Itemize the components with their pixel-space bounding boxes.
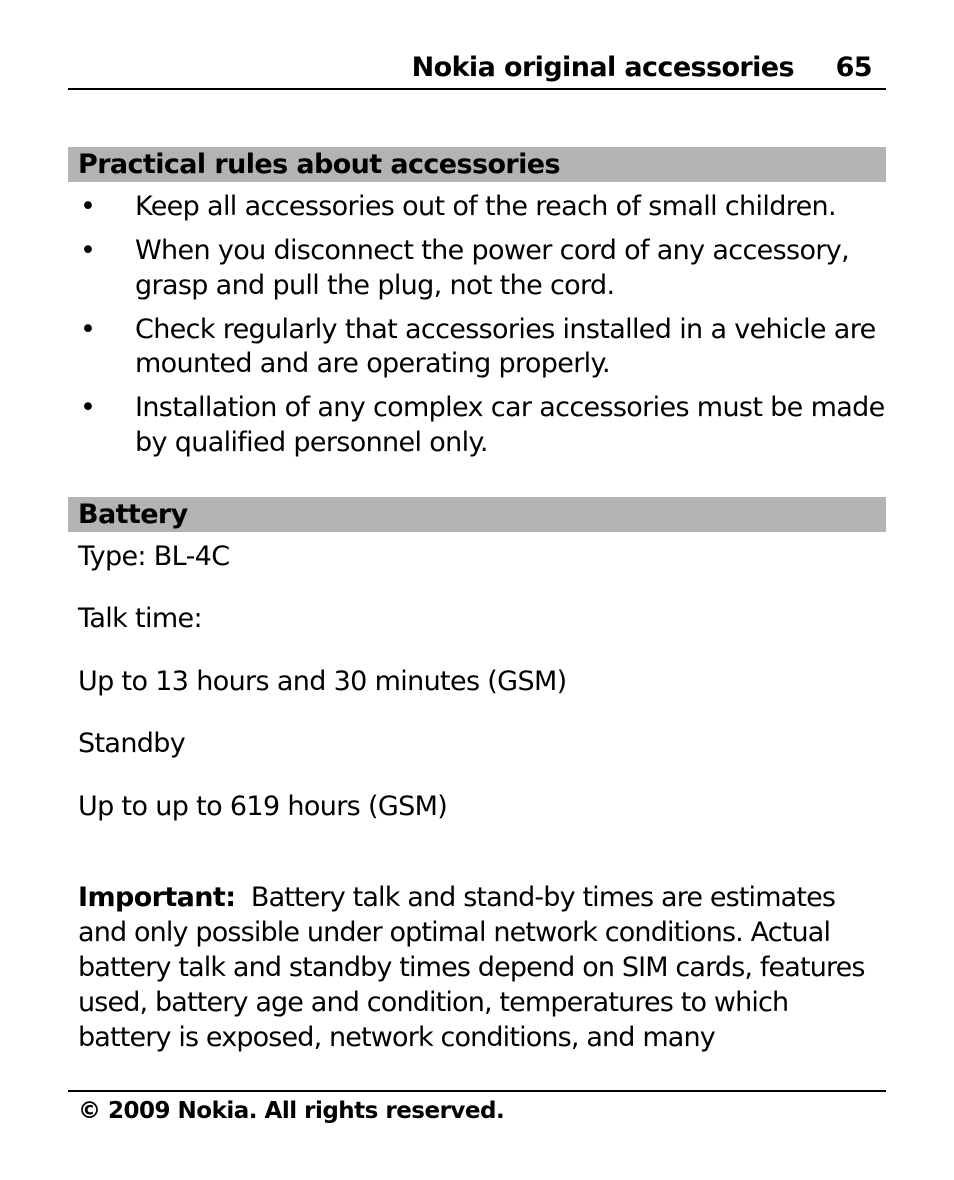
page-header [68, 52, 886, 90]
bullet-icon: • [80, 191, 96, 222]
list-item-text: When you disconnect the power cord of any accessory, grasp and pull the plug, not the cord. [135, 235, 850, 301]
important-label: Important: [78, 882, 236, 913]
bullet-icon: • [80, 313, 96, 345]
important-note [78, 880, 886, 1055]
list-item-text: Installation of any complex car accessories must be made by qualified personnel only. [135, 392, 885, 458]
standby-value: Up to up to 619 hours (GSM) [78, 791, 448, 822]
list-item [68, 234, 886, 303]
accessory-rules-list [68, 190, 886, 470]
list-item-text: Keep all accessories out of the reach of small children. [135, 191, 836, 222]
standby-label: Standby [78, 728, 186, 759]
section-heading-battery: Battery [68, 497, 886, 532]
list-item-text: Check regularly that accessories installed in a vehicle are mounted and are operating properly. [135, 313, 876, 379]
page-number: 65 [835, 52, 872, 83]
talk-time-label: Talk time: [78, 603, 202, 634]
page-footer [68, 1090, 886, 1124]
list-item [68, 391, 886, 460]
battery-type: Type: BL-4C [78, 541, 230, 572]
bullet-icon: • [80, 392, 96, 423]
section-heading-accessories: Practical rules about accessories [68, 147, 886, 182]
list-item [68, 190, 886, 225]
running-title: Nokia original accessories [411, 52, 794, 83]
important-text: Battery talk and stand-by times are estimates and only possible under optimal network conditions. Actual battery talk and standby times depend on SIM cards, features used, battery age and condition, temperatures to which battery is exposed, network conditions, and many [78, 882, 865, 1053]
bullet-icon: • [80, 235, 96, 266]
talk-time-value: Up to 13 hours and 30 minutes (GSM) [78, 666, 567, 697]
copyright-notice: © 2009 Nokia. All rights reserved. [78, 1098, 505, 1124]
list-item [68, 313, 886, 382]
